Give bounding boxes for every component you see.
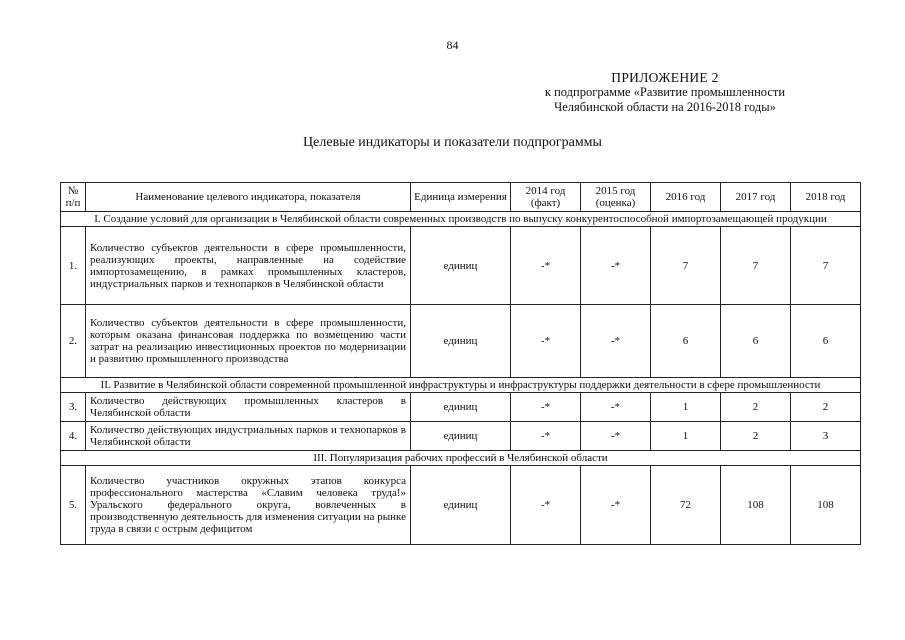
row-num: 3. [61, 393, 86, 422]
value-2017: 2 [721, 393, 791, 422]
header-2014: 2014 год (факт) [511, 183, 581, 212]
section-row [61, 451, 861, 466]
value-2015: -* [581, 466, 651, 545]
value-2014: -* [511, 422, 581, 451]
value-2016: 1 [651, 422, 721, 451]
indicator-name: Количество участников окружных этапов конкурса профессионального мастерства «Славим человека труда!» Уральского федерального округа, вовлеченных в производственную деятельность для изменения ситуации на рынке труда в связи с острым дефицитом [86, 466, 411, 545]
indicator-name: Количество субъектов деятельности в сфере промышленности, которым оказана финансовая поддержка по возмещению части затрат на реализацию инвестиционных проектов по модернизации и развитию промышленного производства [86, 305, 411, 378]
unit-cell: единиц [411, 393, 511, 422]
value-2015: -* [581, 305, 651, 378]
row-num: 5. [61, 466, 86, 545]
value-2017: 108 [721, 466, 791, 545]
indicator-name: Количество действующих индустриальных парков и технопарков в Челябинской области [86, 422, 411, 451]
value-2014: -* [511, 305, 581, 378]
unit-cell: единиц [411, 305, 511, 378]
table-row [61, 393, 861, 422]
table-row [61, 227, 861, 305]
appendix-line-2: Челябинской области на 2016-2018 годы» [554, 100, 776, 114]
row-num: 4. [61, 422, 86, 451]
value-2018: 7 [791, 227, 861, 305]
value-2017: 7 [721, 227, 791, 305]
value-2018: 3 [791, 422, 861, 451]
value-2016: 72 [651, 466, 721, 545]
unit-cell: единиц [411, 227, 511, 305]
indicators-table [60, 182, 861, 545]
section-row [61, 212, 861, 227]
table-header-row [61, 183, 861, 212]
appendix-title: ПРИЛОЖЕНИЕ 2 [611, 70, 719, 85]
section-title: III. Популяризация рабочих профессий в Челябинской области [61, 451, 861, 466]
unit-cell: единиц [411, 422, 511, 451]
unit-cell: единиц [411, 466, 511, 545]
row-num: 2. [61, 305, 86, 378]
header-2018: 2018 год [791, 183, 861, 212]
value-2017: 6 [721, 305, 791, 378]
indicator-name: Количество субъектов деятельности в сфере промышленности, реализующих проекты, направленные на содействие импортозамещению, в рамках промышленных кластеров, индустриальных парков и технопарков в Челябинской области [86, 227, 411, 305]
table-row [61, 305, 861, 378]
indicator-name: Количество действующих промышленных кластеров в Челябинской области [86, 393, 411, 422]
value-2016: 7 [651, 227, 721, 305]
section-row [61, 378, 861, 393]
header-num: № п/п [61, 183, 86, 212]
header-2016: 2016 год [651, 183, 721, 212]
value-2018: 2 [791, 393, 861, 422]
value-2015: -* [581, 422, 651, 451]
value-2016: 6 [651, 305, 721, 378]
value-2014: -* [511, 466, 581, 545]
value-2018: 108 [791, 466, 861, 545]
table-row [61, 422, 861, 451]
value-2014: -* [511, 227, 581, 305]
value-2015: -* [581, 393, 651, 422]
document-title: Целевые индикаторы и показатели подпрограммы [303, 135, 602, 150]
section-title: II. Развитие в Челябинской области современной промышленной инфраструктуры и инфраструктуры поддержки деятельности в сфере промышленности [61, 378, 861, 393]
header-unit: Единица измерения [411, 183, 511, 212]
value-2016: 1 [651, 393, 721, 422]
section-title: I. Создание условий для организации в Челябинской области современных производств по выпуску конкурентоспособной импортозамещающей продукции [61, 212, 861, 227]
header-2015: 2015 год (оценка) [581, 183, 651, 212]
header-2017: 2017 год [721, 183, 791, 212]
table-row [61, 466, 861, 545]
value-2014: -* [511, 393, 581, 422]
value-2018: 6 [791, 305, 861, 378]
value-2017: 2 [721, 422, 791, 451]
appendix-line-1: к подпрограмме «Развитие промышленности [544, 85, 786, 99]
header-name: Наименование целевого индикатора, показателя [86, 183, 411, 212]
row-num: 1. [61, 227, 86, 305]
value-2015: -* [581, 227, 651, 305]
page-number: 84 [446, 38, 459, 52]
